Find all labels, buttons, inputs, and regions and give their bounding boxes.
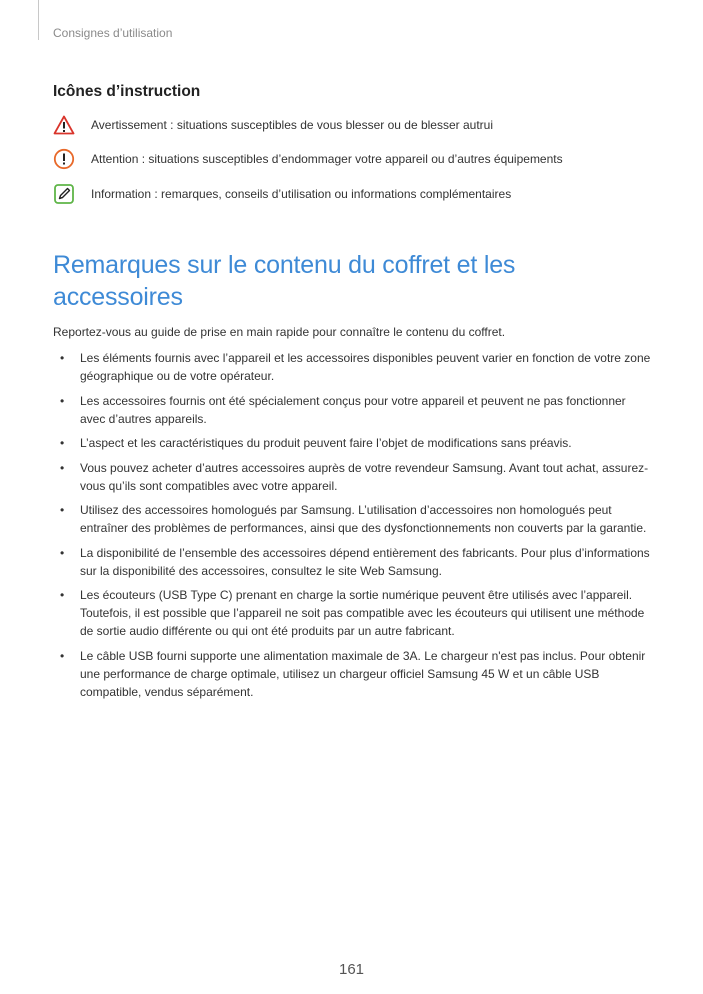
information-term: Information (91, 187, 152, 201)
icons-heading: Icônes d’instruction (53, 83, 201, 100)
header-divider (38, 0, 39, 40)
list-item: • Vous pouvez acheter d’autres accessoires auprès de votre revendeur Samsung. Avant tout achat, assurez-vous qu’ils sont compatibles avec votre appareil. (60, 460, 649, 493)
caution-description: : situations susceptibles d’endommager votre appareil ou d’autres équipements (138, 152, 563, 166)
header-section-title: Consignes d’utilisation (53, 26, 173, 40)
caution-circle-icon (53, 148, 75, 170)
information-description: : remarques, conseils d’utilisation ou informations complémentaires (151, 187, 512, 201)
bullet-list (53, 349, 653, 707)
list-item: • L’aspect et les caractéristiques du produit peuvent faire l’objet de modifications sans préavis. (60, 436, 572, 450)
list-item: • Les éléments fournis avec l’appareil et les accessoires disponibles peuvent varier en fonction de votre zone géographique ou de votre opérateur. (60, 351, 651, 383)
page-number: 161 (338, 961, 365, 978)
intro-paragraph: Reportez-vous au guide de prise en main rapide pour connaître le contenu du coffret. (53, 325, 506, 339)
warning-triangle-icon (53, 114, 75, 136)
warning-description: : situations susceptibles de vous blesser ou de blesser autrui (166, 118, 493, 132)
caution-term: Attention (91, 152, 139, 166)
icon-row-information (53, 183, 511, 205)
icon-row-caution (53, 148, 563, 170)
list-item: • Le câble USB fourni supporte une alimentation maximale de 3A. Le chargeur n'est pas inclus. Pour obtenir une performance de charge optimale, utilisez un chargeur officiel Samsung 45 W et un câble USB compatible, vendus séparément. (60, 648, 646, 699)
list-item: • Les accessoires fournis ont été spécialement conçus pour votre appareil et peuvent ne pas fonctionner avec d’autres appareils. (60, 393, 626, 426)
section-title: Remarques sur le contenu du coffret et les accessoires (53, 251, 516, 311)
list-item: • Les écouteurs (USB Type C) prenant en charge la sortie numérique peuvent être utilisés avec l’appareil. Toutefois, il est possible que l’appareil ne soit pas compatible avec les écouteurs qui utilisent une méthode de sortie audio différente ou qui ont été produits par un autre fabricant. (60, 588, 645, 638)
warning-term: Avertissement (91, 118, 167, 132)
list-item: • Utilisez des accessoires homologués par Samsung. L’utilisation d’accessoires non homologués peut entraîner des problèmes de performances, ainsi que des dysfonctionnements non couverts par la garantie. (60, 503, 647, 535)
list-item: • La disponibilité de l’ensemble des accessoires dépend entièrement des fabricants. Pour plus d’informations sur la disponibilité des accessoires, consultez le site Web Samsung. (60, 545, 650, 578)
note-pencil-icon (53, 183, 75, 205)
icon-row-warning (53, 114, 493, 136)
